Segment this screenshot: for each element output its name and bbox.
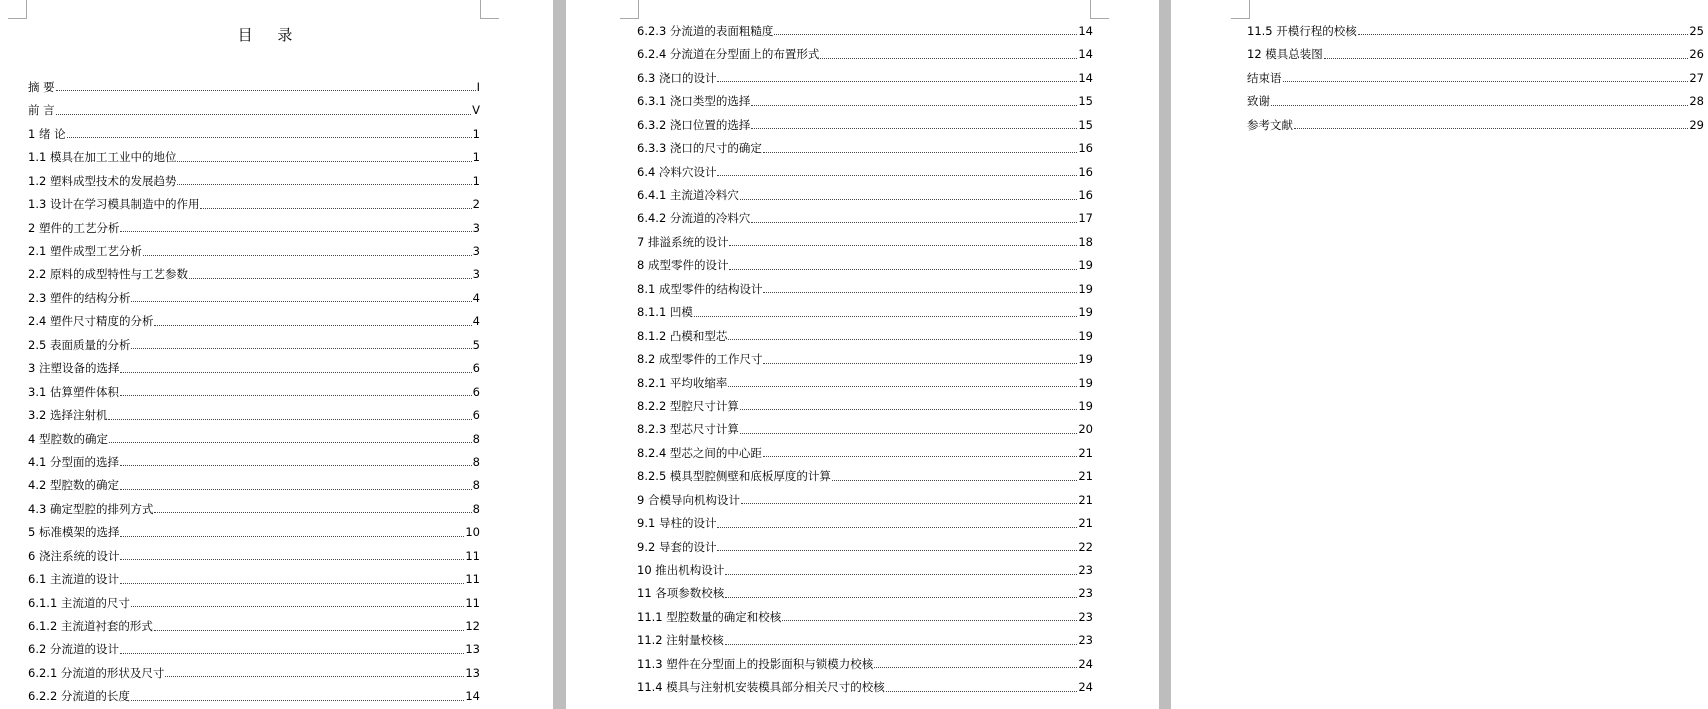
dot-leader [143,255,472,256]
dot-leader [131,700,464,701]
dot-leader [1358,34,1689,35]
toc-entry[interactable] [637,108,1093,131]
toc-entry-page-number: 3 [472,267,480,282]
toc-entry-label: 6.1.2 主流道衬套的形式 [28,619,153,633]
dot-leader [740,409,1077,410]
toc-entry[interactable] [637,600,1093,623]
toc-entry-label: 6.3.2 浇口位置的选择 [637,117,751,132]
dot-leader [120,536,464,537]
toc-entry-page-number: 12 [465,619,480,633]
toc-entry-label: 11 各项参数校核 [637,586,725,601]
toc-entry[interactable] [637,178,1093,201]
toc-entry[interactable] [28,468,480,491]
toc-entry[interactable] [28,117,480,140]
toc-entry-page-number: 1 [472,126,480,141]
toc-entry-page-number: 23 [1078,586,1093,601]
toc-entry-label: 8.2 成型零件的工作尺寸 [637,352,763,367]
toc-entry-page-number: 6 [472,361,480,376]
toc-entry-label: 6.3.1 浇口类型的选择 [637,94,751,109]
toc-entry-label: 8 成型零件的设计 [637,258,729,273]
toc-entry-page-number: 3 [472,220,480,235]
dot-leader [725,644,1078,645]
toc-entry-label: 6.3.3 浇口的尺寸的确定 [637,141,762,156]
toc-entry-label: 8.2.5 模具型腔侧壁和底板厚度的计算 [637,469,831,484]
dot-leader [729,269,1077,270]
dot-leader [751,105,1077,106]
dot-leader [740,199,1077,200]
toc-entry-page-number: 29 [1689,117,1704,132]
toc-entry-label: 11.2 注射量校核 [637,633,724,648]
toc-entry-label: 2.1 塑件成型工艺分析 [28,244,142,258]
toc-entry[interactable] [637,389,1093,412]
toc-entry[interactable] [28,586,480,609]
dot-leader [120,395,472,396]
toc-entry-label: 8.2.1 平均收缩率 [637,375,728,390]
dot-leader [1324,58,1689,59]
dot-leader [177,161,471,162]
toc-entry-label: 8.1.2 凸模和型芯 [637,328,728,343]
toc-entry-label: 4.2 型腔数的确定 [28,478,119,493]
dot-leader [717,550,1077,551]
toc-entry-label: 8.1 成型零件的结构设计 [637,281,763,296]
toc-entry-label: 11.4 模具与注射机安装模具部分相关尺寸的校核 [637,680,885,695]
dot-leader [131,348,471,349]
toc-entry[interactable] [637,155,1093,178]
toc-entry[interactable] [28,656,480,679]
toc-entry-page-number: 14 [1078,47,1093,62]
toc-entry-label: 5 标准模架的选择 [28,525,120,540]
toc-entry-page-number: 1 [472,150,480,165]
toc-entry[interactable] [637,366,1093,389]
toc-entry-label: 11.5 开模行程的校核 [1247,23,1357,38]
toc-entry-page-number: 2 [472,197,480,212]
toc-entry[interactable] [637,412,1093,435]
toc-entry[interactable] [28,609,480,632]
toc-entry[interactable] [637,84,1093,107]
dot-leader [1294,128,1688,129]
toc-entry-label: 9.2 导套的设计 [637,539,717,554]
toc-entry-page-number: 11 [465,572,480,587]
toc-entry-label: 6.2.2 分流道的长度 [28,689,130,704]
toc-entry[interactable] [28,140,480,163]
toc-entry-label: 6.1 主流道的设计 [28,572,119,587]
toc-entry-page-number: 24 [1078,656,1093,671]
toc-entry-page-number: 16 [1078,188,1093,202]
toc-entry-page-number: 23 [1078,609,1093,624]
toc-entry[interactable] [28,539,480,562]
dot-leader [725,597,1077,598]
toc-entry[interactable] [637,436,1093,459]
dot-leader [154,512,471,513]
toc-entry-label: 6.1.1 主流道的尺寸 [28,595,130,610]
dot-leader [56,90,476,91]
toc-entry-page-number: 14 [465,689,480,704]
toc-entry-label: 前 言 [28,103,55,118]
toc-entry-label: 12 模具总装图 [1247,47,1323,62]
toc-entry-page-number: 13 [465,665,480,680]
dot-leader [120,559,464,560]
toc-entry-page-number: 1 [472,173,480,188]
toc-list-page-1 [28,70,480,703]
toc-entry-page-number: 8 [472,478,480,493]
toc-entry-label: 4.1 分型面的选择 [28,454,119,469]
dot-leader [56,114,471,115]
toc-entry[interactable] [1247,108,1704,131]
toc-entry-label: 1.1 模具在加工工业中的地位 [28,150,177,165]
toc-entry[interactable] [1247,84,1704,107]
dot-leader [108,419,471,420]
dot-leader [189,278,472,279]
toc-entry-page-number: 8 [472,501,480,516]
dot-leader [728,339,1077,340]
toc-entry-page-number: 21 [1078,469,1093,484]
toc-entry-page-number: 3 [472,244,480,258]
dot-leader [751,222,1077,223]
crop-mark-top-left [8,0,27,19]
toc-title: 目 录 [237,26,303,44]
dot-leader [120,465,472,466]
toc-entry-label: 4 型腔数的确定 [28,431,108,446]
toc-entry-page-number: 8 [472,431,480,446]
toc-entry-label: 2.2 原料的成型特性与工艺参数 [28,267,188,282]
toc-entry-label: 8.2.3 型芯尺寸计算 [637,422,739,437]
toc-entry-page-number: I [476,79,480,94]
toc-entry[interactable] [637,61,1093,84]
toc-entry-page-number: 19 [1078,375,1093,390]
toc-entry-page-number: 17 [1078,211,1093,226]
toc-entry-label: 1.3 设计在学习模具制造中的作用 [28,197,200,212]
toc-entry[interactable] [28,304,480,327]
dot-leader [67,137,472,138]
toc-entry-page-number: 28 [1689,94,1704,109]
dot-leader [109,442,472,443]
toc-entry[interactable] [637,131,1093,154]
toc-entry[interactable] [28,679,480,702]
dot-leader [131,606,464,607]
toc-entry[interactable] [637,14,1093,37]
toc-entry[interactable] [637,202,1093,225]
toc-entry[interactable] [28,492,480,515]
toc-entry[interactable] [637,342,1093,365]
toc-entry-label: 2.5 表面质量的分析 [28,337,131,352]
toc-entry-page-number: 23 [1078,563,1093,577]
dot-leader [763,152,1077,153]
dot-leader [729,245,1077,246]
toc-list-page-3 [1247,14,1704,131]
toc-entry[interactable] [637,37,1093,60]
dot-leader [728,386,1077,387]
toc-entry[interactable] [28,328,480,351]
toc-entry-label: 摘 要 [28,79,55,94]
toc-entry[interactable] [28,515,480,538]
toc-entry-page-number: 13 [465,642,480,657]
toc-entry-page-number: 21 [1078,445,1093,460]
toc-entry[interactable] [28,351,480,374]
toc-entry[interactable] [28,258,480,281]
toc-entry[interactable] [28,93,480,116]
toc-entry[interactable] [637,647,1093,670]
toc-entry-label: 2 塑件的工艺分析 [28,220,120,235]
toc-entry-label: 2.4 塑件尺寸精度的分析 [28,314,154,329]
toc-entry-page-number: 19 [1078,328,1093,343]
toc-entry-page-number: 24 [1078,680,1093,695]
toc-entry[interactable] [1247,14,1704,37]
toc-entry-page-number: 14 [1078,70,1093,85]
dot-leader [763,363,1077,364]
toc-entry-label: 8.2.4 型芯之间的中心距 [637,445,762,460]
toc-entry-page-number: 19 [1078,398,1093,413]
toc-entry-label: 3 注塑设备的选择 [28,361,120,376]
toc-entry-label: 1 绪 论 [28,126,66,141]
dot-leader [154,325,471,326]
toc-entry-label: 6.2 分流道的设计 [28,642,119,657]
dot-leader [725,574,1077,575]
toc-entry-page-number: 22 [1078,539,1093,554]
toc-entry-label: 10 推出机构设计 [637,563,725,577]
dot-leader [120,489,472,490]
toc-entry-label: 8.2.2 型腔尺寸计算 [637,398,739,413]
toc-entry[interactable] [28,375,480,398]
toc-entry-label: 9.1 导柱的设计 [637,516,717,531]
toc-entry-page-number: 4 [472,314,480,329]
dot-leader [774,34,1077,35]
toc-entry-label: 11.1 型腔数量的确定和校核 [637,609,782,624]
toc-entry[interactable] [28,281,480,304]
toc-entry-label: 6.2.3 分流道的表面粗糙度 [637,23,774,38]
toc-entry-label: 11.3 塑件在分型面上的投影面积与锁模力校核 [637,656,874,671]
dot-leader [200,208,471,209]
toc-entry-label: 3.1 估算塑件体积 [28,384,119,399]
dot-leader [763,456,1077,457]
dot-leader [120,583,464,584]
toc-entry[interactable] [28,398,480,421]
toc-entry-label: 6.4 冷料穴设计 [637,164,717,179]
dot-leader [154,630,464,631]
toc-entry-page-number: 16 [1078,164,1093,179]
toc-entry-label: 参考文献 [1247,117,1293,132]
toc-entry[interactable] [28,164,480,187]
dot-leader [177,184,471,185]
dot-leader [717,81,1077,82]
toc-entry-page-number: 23 [1078,633,1093,648]
document-page-1 [0,0,553,709]
crop-mark-top-right [480,0,499,19]
dot-leader [886,691,1078,692]
toc-entry[interactable] [637,483,1093,506]
toc-entry-page-number: 19 [1078,258,1093,273]
toc-entry-page-number: 20 [1078,422,1093,437]
toc-entry[interactable] [637,670,1093,693]
toc-entry-page-number: 18 [1078,234,1093,249]
toc-entry[interactable] [1247,61,1704,84]
toc-entry-page-number: 16 [1078,141,1093,156]
dot-leader [832,480,1077,481]
toc-entry-page-number: 10 [465,525,480,540]
toc-entry-label: 2.3 塑件的结构分析 [28,290,131,305]
dot-leader [694,316,1077,317]
toc-entry-label: 结束语 [1247,70,1282,85]
toc-entry-page-number: 21 [1078,516,1093,531]
toc-entry-page-number: 8 [472,454,480,469]
toc-entry[interactable] [637,506,1093,529]
toc-entry-page-number: 19 [1078,305,1093,320]
dot-leader [1271,105,1688,106]
toc-entry[interactable] [1247,37,1704,60]
toc-entry[interactable] [28,422,480,445]
dot-leader [741,503,1077,504]
toc-entry[interactable] [28,234,480,257]
toc-entry[interactable] [637,459,1093,482]
toc-entry-label: 7 排溢系统的设计 [637,234,729,249]
dot-leader [717,175,1077,176]
dot-leader [120,231,471,232]
toc-entry[interactable] [28,445,480,468]
toc-entry-label: 6.4.2 分流道的冷料穴 [637,211,751,226]
toc-entry-page-number: 14 [1078,23,1093,38]
dot-leader [717,527,1077,528]
toc-entry-page-number: 25 [1689,23,1704,38]
toc-entry[interactable] [637,248,1093,271]
toc-entry[interactable] [28,211,480,234]
toc-entry[interactable] [637,577,1093,600]
toc-entry-label: 致谢 [1247,94,1270,109]
toc-entry[interactable] [28,562,480,585]
toc-entry[interactable] [637,623,1093,646]
toc-entry-page-number: 11 [465,548,480,563]
dot-leader [874,667,1077,668]
toc-entry-page-number: 15 [1078,94,1093,109]
toc-entry[interactable] [28,187,480,210]
toc-entry-label: 6.2.4 分流道在分型面上的布置形式 [637,47,820,62]
toc-entry-page-number: 19 [1078,352,1093,367]
toc-entry-page-number: 5 [472,337,480,352]
toc-entry[interactable] [637,530,1093,553]
dot-leader [740,433,1077,434]
toc-entry-page-number: V [472,103,480,118]
toc-entry-page-number: 11 [465,595,480,610]
toc-entry-label: 6 浇注系统的设计 [28,548,120,563]
dot-leader [1283,81,1689,82]
toc-entry-label: 6.3 浇口的设计 [637,70,717,85]
toc-entry-page-number: 19 [1078,281,1093,296]
dot-leader [120,653,464,654]
toc-entry-label: 6.2.1 分流道的形状及尺寸 [28,665,165,680]
toc-entry[interactable] [637,553,1093,576]
toc-entry-page-number: 27 [1689,70,1704,85]
dot-leader [782,620,1077,621]
document-page-3 [1171,0,1708,709]
toc-entry-page-number: 6 [472,408,480,423]
toc-entry[interactable] [637,319,1093,342]
toc-entry-page-number: 6 [472,384,480,399]
toc-entry[interactable] [28,70,480,93]
dot-leader [165,676,464,677]
toc-entry[interactable] [637,272,1093,295]
toc-list-page-2 [637,14,1093,694]
dot-leader [820,58,1077,59]
toc-entry-label: 4.3 确定型腔的排列方式 [28,501,154,516]
dot-leader [131,301,471,302]
toc-entry-page-number: 15 [1078,117,1093,132]
dot-leader [763,292,1077,293]
toc-entry-label: 8.1.1 凹模 [637,305,693,320]
toc-entry-label: 9 合模导向机构设计 [637,492,740,507]
toc-entry-page-number: 26 [1689,47,1704,62]
toc-entry-page-number: 21 [1078,492,1093,507]
document-page-2 [566,0,1159,709]
toc-entry-page-number: 4 [472,290,480,305]
toc-entry[interactable] [637,295,1093,318]
toc-entry-label: 1.2 塑料成型技术的发展趋势 [28,173,177,188]
toc-entry-label: 6.4.1 主流道冷料穴 [637,188,739,202]
dot-leader [751,128,1077,129]
dot-leader [120,372,471,373]
toc-entry[interactable] [28,633,480,656]
toc-entry-label: 3.2 选择注射机 [28,408,108,423]
toc-entry[interactable] [637,225,1093,248]
